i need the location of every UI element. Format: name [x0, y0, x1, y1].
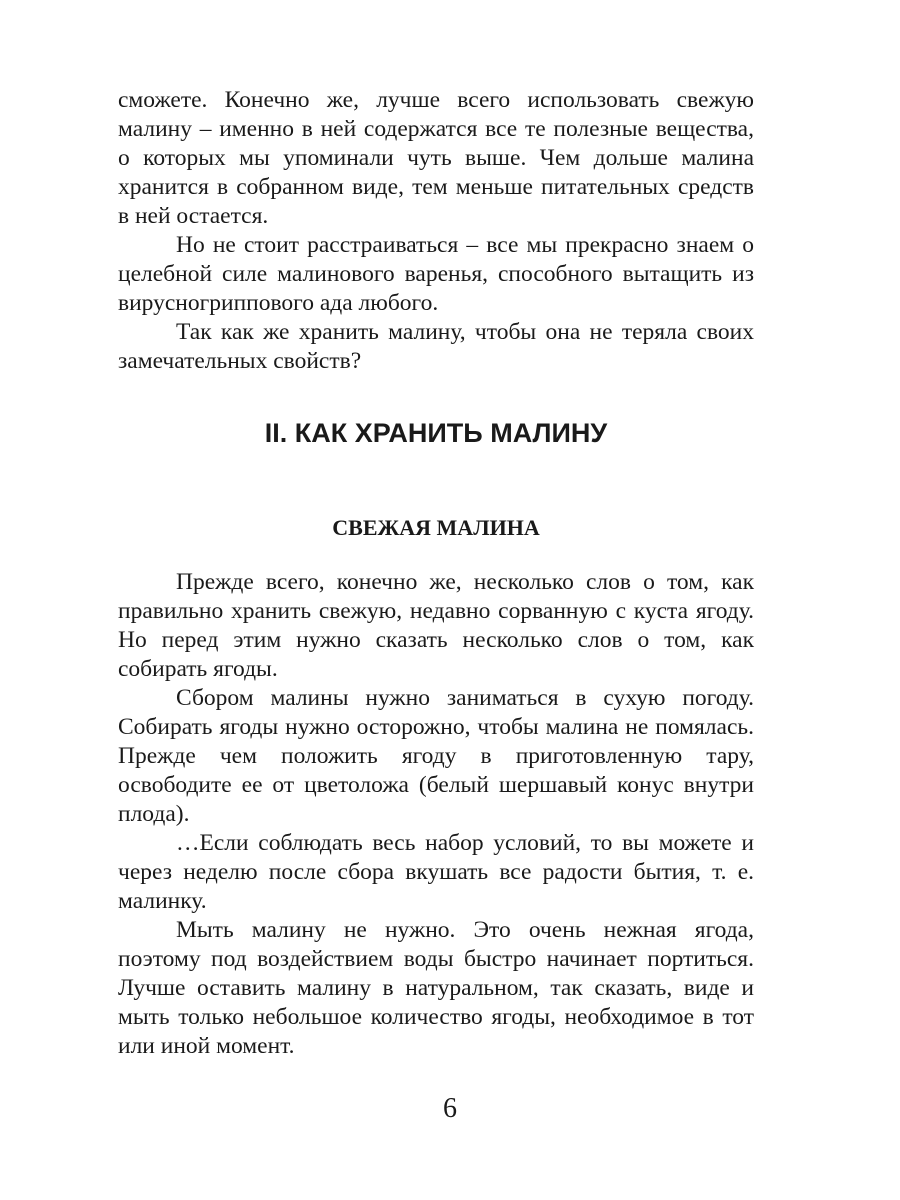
- section-title: СВЕЖАЯ МАЛИНА: [332, 515, 540, 540]
- chapter-title: II. КАК ХРАНИТЬ МАЛИНУ: [264, 418, 608, 448]
- intro-paragraph-1: сможете. Конечно же, лучше всего использовать свежую малину – именно в ней содержатся все те полезные вещества, о которых мы упоминали чуть выше. Чем дольше малина хранится в собранном виде, тем меньше питательных средств в ней остается.: [118, 87, 754, 229]
- section-paragraph-3: …Если соблюдать весь набор условий, то вы можете и через неделю после сбора вкушать все радости бытия, т. е. малинку.: [118, 830, 754, 914]
- section-paragraph-1: Прежде всего, конечно же, несколько слов о том, как правильно хранить свежую, недавно сорванную с куста ягоду. Но перед этим нужно сказать несколько слов о том, как собирать ягоды.: [118, 569, 754, 682]
- page-number: 6: [443, 1093, 457, 1124]
- intro-paragraph-3: Так как же хранить малину, чтобы она не теряла своих замечательных свойств?: [118, 319, 754, 374]
- section-paragraph-4: Мыть малину не нужно. Это очень нежная ягода, поэтому под воздействием воды быстро начинает портиться. Лучше оставить малину в натуральном, так сказать, виде и мыть только небольшое количество ягоды, необходимое в тот или иной момент.: [118, 917, 754, 1059]
- intro-paragraph-2: Но не стоит расстраиваться – все мы прекрасно знаем о целебной силе малинового варенья, способного вытащить из вирусногриппового ада любого.: [118, 232, 754, 316]
- page-body: [118, 86, 754, 1061]
- section-paragraph-2: Сбором малины нужно заниматься в сухую погоду. Собирать ягоды нужно осторожно, чтобы малина не помялась. Прежде чем положить ягоду в приготовленную тару, освободите ее от цветоложа (белый шершавый конус внутри плода).: [118, 685, 754, 827]
